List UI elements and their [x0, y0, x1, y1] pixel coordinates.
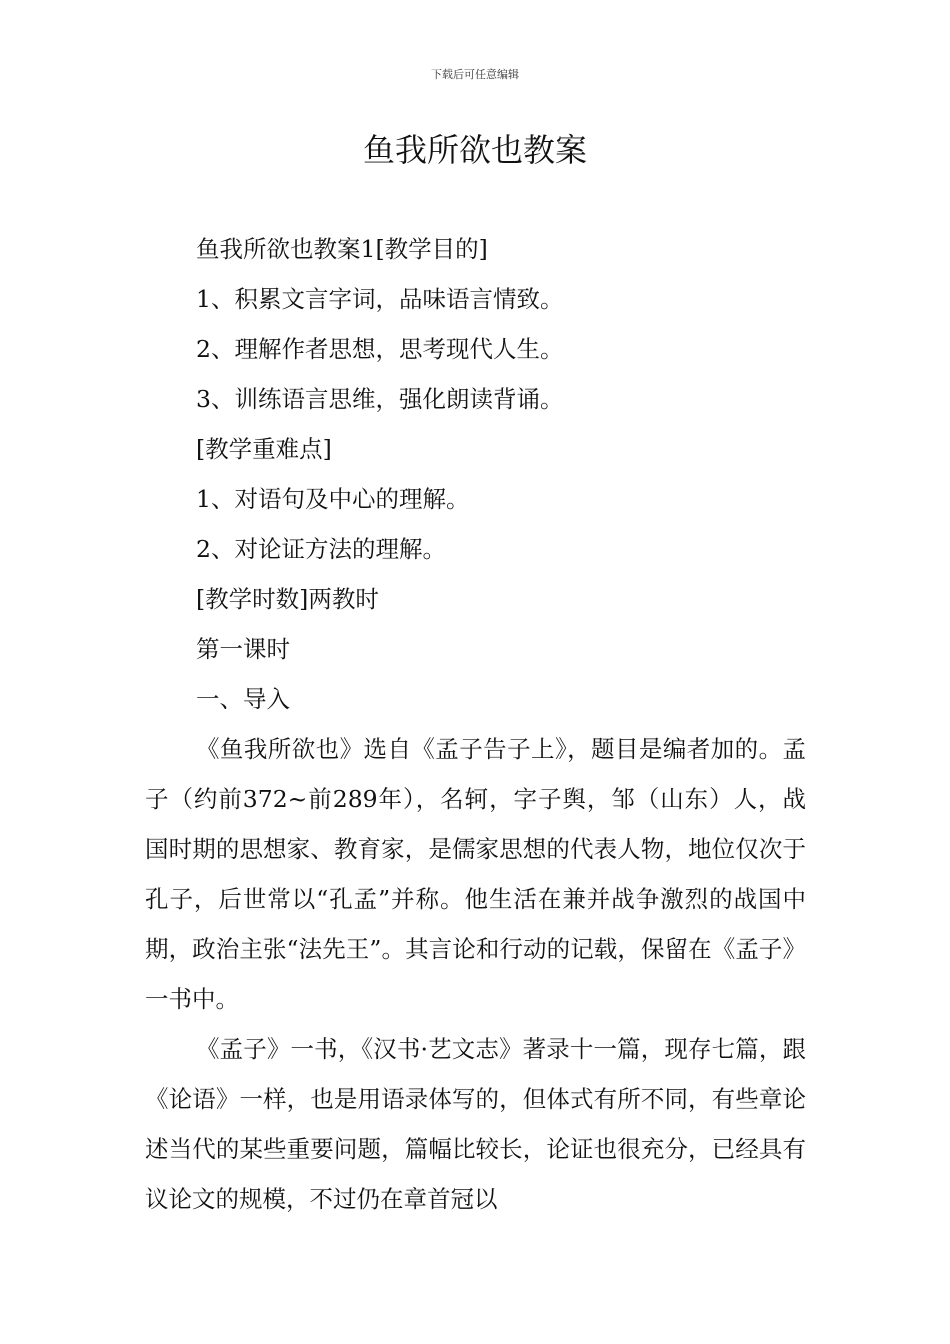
- key-points-heading: [教学重难点]: [196, 435, 332, 463]
- lesson-heading: 第一课时: [196, 635, 290, 663]
- intro-paragraph: 《鱼我所欲也》选自《孟子告子上》，题目是编者加的。孟子（约前372~前289年），名轲，字子舆，邹（山东）人，战国时期的思想家、教育家，是儒家思想的代表人物，地位仅次于孔子，后世常以“孔孟”并称。他生活在兼并战争激烈的战国中期，政治主张“法先王”。其言论和行动的记载，保留在《孟子》一书中。: [145, 735, 806, 1013]
- key-point-item: 2、对论证方法的理解。: [196, 535, 446, 563]
- document-title: 鱼我所欲也教案: [362, 131, 587, 169]
- section-heading-intro: 一、导入: [196, 685, 290, 713]
- document-body: [145, 224, 806, 1224]
- objective-item: 2、理解作者思想，思考现代人生。: [196, 335, 564, 363]
- objective-item: 3、训练语言思维，强化朗读背诵。: [196, 385, 564, 413]
- class-hours-line: [教学时数]两教时: [196, 585, 379, 613]
- key-point-item: 1、对语句及中心的理解。: [196, 485, 470, 513]
- mencius-book-paragraph: 《孟子》一书，《汉书·艺文志》著录十一篇，现存七篇，跟《论语》一样，也是用语录体写的，但体式有所不同，有些章论述当代的某些重要问题，篇幅比较长，论证也很充分，已经具有议论文的规模，不过仍在章首冠以: [145, 1035, 806, 1213]
- objectives-heading: 鱼我所欲也教案1[教学目的]: [196, 235, 488, 263]
- objective-item: 1、积累文言字词，品味语言情致。: [196, 285, 564, 313]
- header-note: 下载后可任意编辑: [431, 68, 519, 81]
